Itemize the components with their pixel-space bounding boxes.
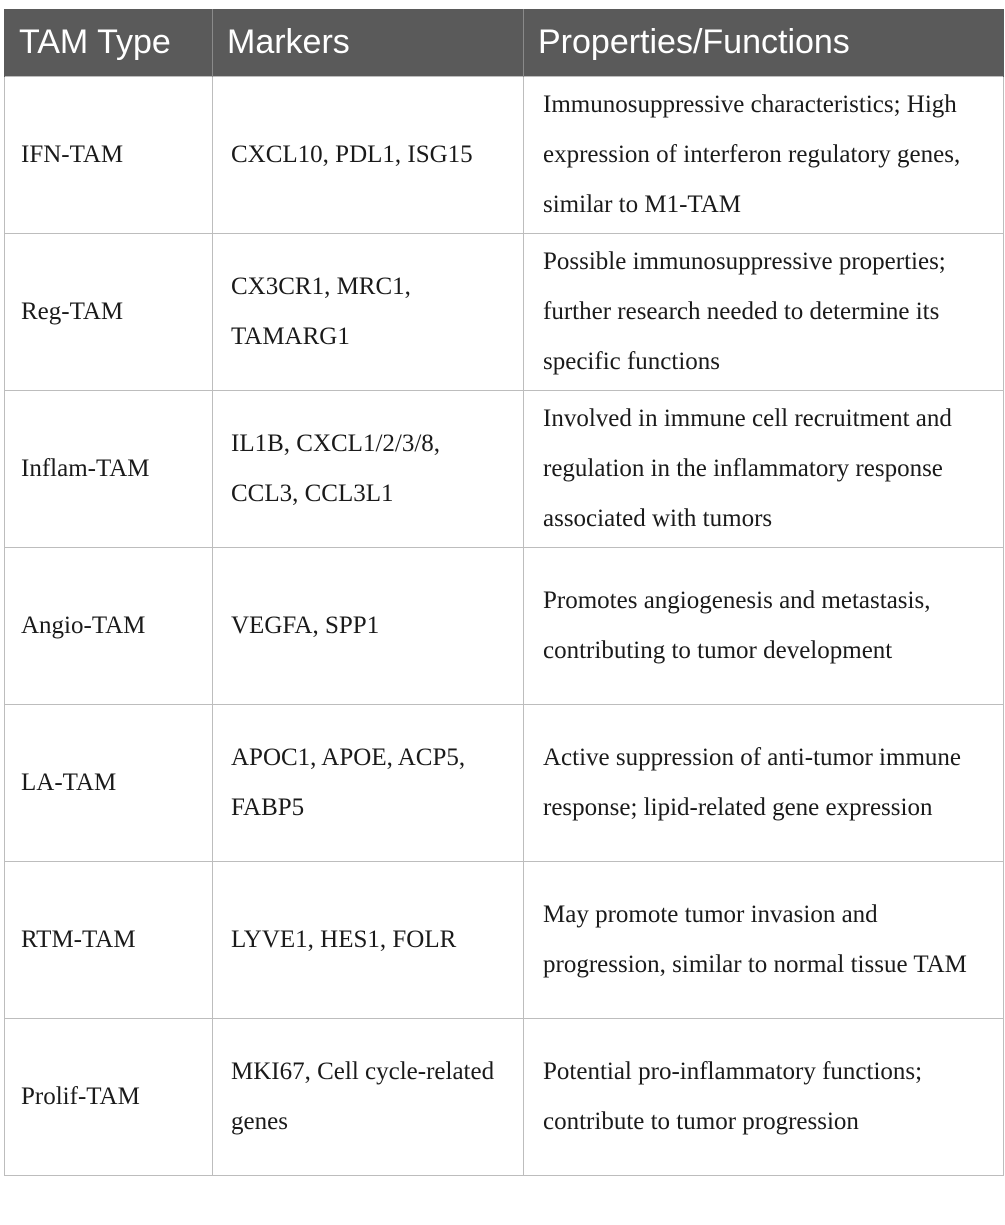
header-markers: Markers xyxy=(213,9,524,76)
cell-markers: VEGFA, SPP1 xyxy=(213,547,524,704)
header-properties-functions: Properties/Functions xyxy=(524,9,1004,76)
table-body xyxy=(5,76,1004,1175)
table-row xyxy=(5,861,1004,1018)
cell-markers: MKI67, Cell cycle-related genes xyxy=(213,1018,524,1175)
cell-markers: CX3CR1, MRC1, TAMARG1 xyxy=(213,233,524,390)
cell-markers: IL1B, CXCL1/2/3/8, CCL3, CCL3L1 xyxy=(213,390,524,547)
cell-properties: Active suppression of anti-tumor immune response; lipid-related gene expression xyxy=(524,704,1004,861)
cell-tam-type: IFN-TAM xyxy=(5,76,213,233)
table-row xyxy=(5,390,1004,547)
table-row xyxy=(5,76,1004,233)
table-row xyxy=(5,1018,1004,1175)
cell-properties: Immunosuppressive characteristics; High expression of interferon regulatory genes, similar to M1-TAM xyxy=(524,76,1004,233)
cell-properties: May promote tumor invasion and progression, similar to normal tissue TAM xyxy=(524,861,1004,1018)
cell-tam-type: LA-TAM xyxy=(5,704,213,861)
cell-tam-type: RTM-TAM xyxy=(5,861,213,1018)
table-header xyxy=(5,9,1004,76)
cell-tam-type: Reg-TAM xyxy=(5,233,213,390)
cell-markers: LYVE1, HES1, FOLR xyxy=(213,861,524,1018)
table-row xyxy=(5,704,1004,861)
cell-markers: APOC1, APOE, ACP5, FABP5 xyxy=(213,704,524,861)
cell-properties: Involved in immune cell recruitment and regulation in the inflammatory response associated with tumors xyxy=(524,390,1004,547)
cell-properties: Potential pro-inflammatory functions; contribute to tumor progression xyxy=(524,1018,1004,1175)
header-row xyxy=(5,9,1004,76)
cell-markers: CXCL10, PDL1, ISG15 xyxy=(213,76,524,233)
table-row xyxy=(5,547,1004,704)
table-row xyxy=(5,233,1004,390)
cell-tam-type: Prolif-TAM xyxy=(5,1018,213,1175)
cell-properties: Possible immunosuppressive properties; further research needed to determine its specific functions xyxy=(524,233,1004,390)
cell-properties: Promotes angiogenesis and metastasis, contributing to tumor development xyxy=(524,547,1004,704)
tam-types-table xyxy=(4,9,1004,1176)
header-tam-type: TAM Type xyxy=(5,9,213,76)
cell-tam-type: Angio-TAM xyxy=(5,547,213,704)
cell-tam-type: Inflam-TAM xyxy=(5,390,213,547)
